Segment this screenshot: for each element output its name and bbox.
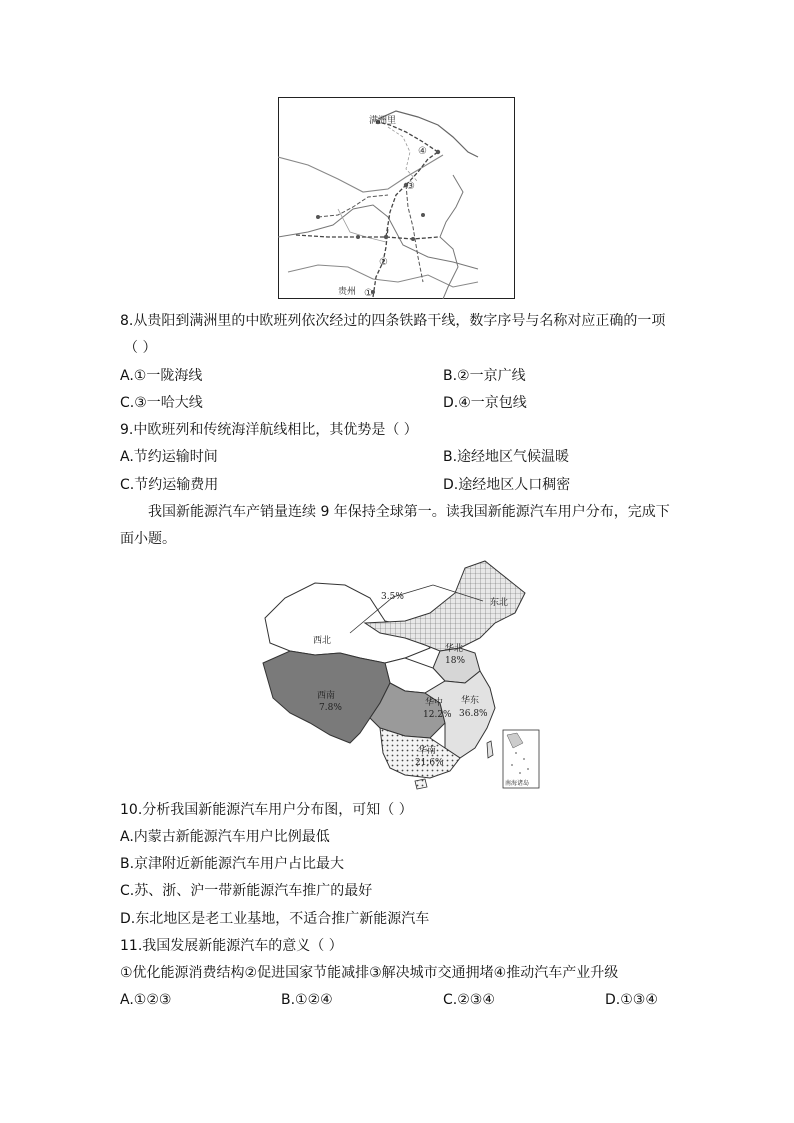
- q9-option-a[interactable]: A.节约运输时间: [120, 449, 218, 465]
- railway-map-svg: [278, 97, 515, 299]
- q8-answer-blank: （ ）: [124, 340, 157, 356]
- q10-stem: 10.分析我国新能源汽车用户分布图，可知（ ）: [120, 802, 413, 818]
- q11-option-a[interactable]: A.①②③: [120, 992, 172, 1008]
- intro-line-1: 我国新能源汽车产销量连续 9 年保持全球第一。读我国新能源汽车用户分布，完成下: [148, 504, 670, 520]
- hainan-island: [415, 779, 427, 789]
- label-northwest: 西北: [313, 636, 332, 646]
- label-manzhouli: 满洲里: [369, 116, 397, 126]
- q9-stem: 9.中欧班列和传统海洋航线相比，其优势是（ ）: [120, 422, 418, 438]
- label-south-value: 21.6%: [415, 758, 444, 768]
- railway-map: [278, 97, 515, 299]
- label-east: 华东: [461, 696, 480, 706]
- taiwan-island: [487, 741, 493, 758]
- label-southwest-value: 7.8%: [319, 703, 342, 713]
- q8-option-c[interactable]: C.③一哈大线: [120, 395, 203, 411]
- q11-option-d[interactable]: D.①③④: [605, 992, 658, 1008]
- q8-option-b[interactable]: B.②一京广线: [443, 368, 526, 384]
- marker-3: ③: [406, 181, 415, 192]
- label-southwest: 西南: [317, 691, 336, 701]
- q9-option-b[interactable]: B.途经地区气候温暖: [443, 449, 570, 465]
- label-northeast: 东北: [490, 598, 509, 608]
- q11-option-b[interactable]: B.①②④: [281, 992, 333, 1008]
- nev-distribution-map: [255, 553, 545, 793]
- label-central-value: 12.2%: [423, 710, 452, 720]
- label-north-value: 18%: [445, 656, 466, 666]
- marker-4: ④: [418, 146, 427, 157]
- q10-option-a[interactable]: A.内蒙古新能源汽车用户比例最低: [120, 829, 330, 845]
- q10-option-c[interactable]: C.苏、浙、沪一带新能源汽车推广的最好: [120, 883, 373, 899]
- q10-option-b[interactable]: B.京津附近新能源汽车用户占比最大: [120, 856, 345, 872]
- label-north: 华北: [445, 644, 464, 654]
- q11-stem: 11.我国发展新能源汽车的意义（ ）: [120, 938, 343, 954]
- label-northwest-value: 3.5%: [381, 592, 404, 602]
- q11-items: ①优化能源消费结构②促进国家节能减排③解决城市交通拥堵④推动汽车产业升级: [120, 965, 619, 981]
- label-central: 华中: [425, 698, 444, 708]
- q10-option-d[interactable]: D.东北地区是老工业基地，不适合推广新能源汽车: [120, 911, 430, 927]
- q8-option-a[interactable]: A.①一陇海线: [120, 368, 203, 384]
- marker-2: ②: [379, 257, 388, 268]
- q8-option-d[interactable]: D.④一京包线: [443, 395, 527, 411]
- nev-map-svg: [255, 553, 545, 793]
- label-south: 华南: [418, 746, 437, 756]
- label-east-value: 36.8%: [459, 709, 488, 719]
- label-guiyang: 贵州: [338, 287, 357, 297]
- q9-option-c[interactable]: C.节约运输费用: [120, 477, 219, 493]
- q11-option-c[interactable]: C.②③④: [443, 992, 495, 1008]
- q8-stem: 8.从贵阳到满洲里的中欧班列依次经过的四条铁路干线，数字序号与名称对应正确的一项: [120, 313, 666, 329]
- q9-option-d[interactable]: D.途经地区人口稠密: [443, 477, 571, 493]
- inset-label: 南海诸岛: [505, 780, 530, 787]
- intro-line-2: 面小题。: [120, 531, 176, 547]
- marker-1: ①: [364, 288, 373, 299]
